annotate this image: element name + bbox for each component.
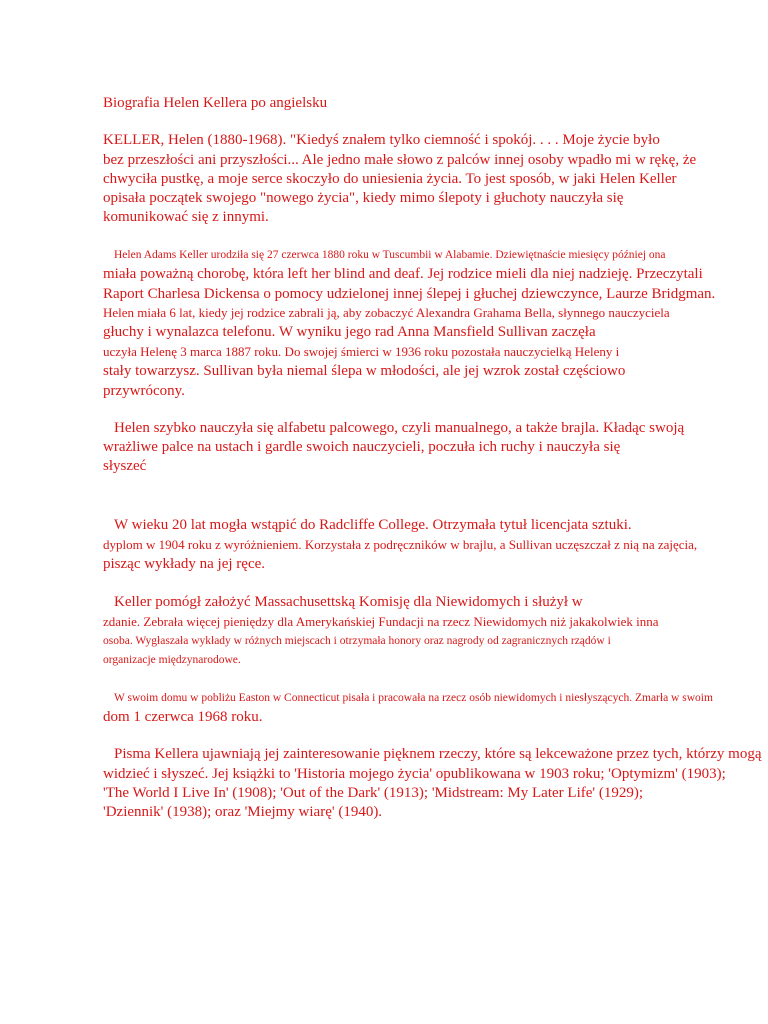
paragraph-2-line-1: Helen Adams Keller urodziła się 27 czerwca 1880 roku w Tuscumbii w Alabamie. Dziewiętnaście miesięcy później ona (114, 249, 666, 261)
paragraph-5-line-3: osoba. Wygłaszała wykłady w różnych miejscach i otrzymała honory oraz nagrody od zagranicznych rządów i (103, 635, 611, 647)
paragraph-7-line-2: widzieć i słyszeć. Jej książki to 'Historia mojego życia' opublikowana w 1903 roku; 'Optymizm' (1903); (103, 766, 726, 782)
document-title: Biografia Helen Kellera po angielsku (103, 95, 328, 111)
paragraph-1-line-5: komunikować się z innymi. (103, 209, 269, 225)
paragraph-1-line-4: opisała początek swojego "nowego życia", kiedy mimo ślepoty i głuchoty nauczyła się (103, 190, 624, 206)
paragraph-3-line-1: Helen szybko nauczyła się alfabetu palcowego, czyli manualnego, a także brajla. Kładąc swoją (114, 420, 685, 436)
paragraph-3-line-2: wrażliwe palce na ustach i gardle swoich nauczycieli, poczuła ich ruchy i nauczyła się (103, 439, 621, 455)
paragraph-2-line-4: Helen miała 6 lat, kiedy jej rodzice zabrali ją, aby zobaczyć Alexandra Grahama Bella, słynnego nauczyciela (103, 305, 670, 320)
paragraph-4-line-2: dyplom w 1904 roku z wyróżnieniem. Korzystała z podręczników w brajlu, a Sullivan uczęszczał z nią na zajęcia, (103, 537, 698, 552)
paragraph-1-line-3: chwyciła pustkę, a moje serce skoczyło do uniesienia życia. To jest sposób, w jaki Helen Keller (103, 171, 677, 187)
paragraph-5-line-4: organizacje międzynarodowe. (103, 654, 241, 666)
paragraph-7-line-3: 'The World I Live In' (1908); 'Out of the Dark' (1913); 'Midstream: My Later Life' (1929); (103, 785, 644, 801)
paragraph-5-line-2: zdanie. Zebrała więcej pieniędzy dla Amerykańskiej Fundacji na rzecz Niewidomych niż jakakolwiek inna (103, 614, 659, 629)
paragraph-3-line-3: słyszeć (103, 458, 147, 474)
paragraph-6-line-1: W swoim domu w pobliżu Easton w Connecticut pisała i pracowała na rzecz osób niewidomych i niesłyszących. Zmarła w swoim (114, 692, 713, 704)
paragraph-1-line-2: bez przeszłości ani przyszłości... Ale jedno małe słowo z palców innej osoby wpadło mi w rękę, że (103, 152, 697, 168)
paragraph-7-line-4: 'Dziennik' (1938); oraz 'Miejmy wiarę' (1940). (103, 804, 383, 820)
paragraph-6-line-2: dom 1 czerwca 1968 roku. (103, 709, 263, 725)
paragraph-2-line-7: stały towarzysz. Sullivan była niemal ślepa w młodości, ale jej wzrok został częściowo (103, 363, 626, 379)
paragraph-2-line-5: głuchy i wynalazca telefonu. W wyniku jego rad Anna Mansfield Sullivan zaczęła (103, 324, 596, 340)
paragraph-5-line-1: Keller pomógł założyć Massachusettską Komisję dla Niewidomych i służył w (114, 594, 583, 610)
paragraph-2-line-8: przywrócony. (103, 383, 185, 399)
paragraph-2-line-3: Raport Charlesa Dickensa o pomocy udzielonej innej ślepej i głuchej dziewczynce, Laurze Bridgman. (103, 286, 716, 302)
paragraph-4-line-1: W wieku 20 lat mogła wstąpić do Radcliffe College. Otrzymała tytuł licencjata sztuki. (114, 517, 632, 533)
paragraph-2-line-2: miała poważną chorobę, która left her blind and deaf. Jej rodzice mieli dla niej nadzieję. Przeczytali (103, 266, 703, 282)
paragraph-4-line-3: pisząc wykłady na jej ręce. (103, 556, 266, 572)
paragraph-1-line-1: KELLER, Helen (1880-1968). "Kiedyś znałem tylko ciemność i spokój. . . . Moje życie było (103, 132, 660, 148)
paragraph-7-line-1: Pisma Kellera ujawniają jej zainteresowanie pięknem rzeczy, które są lekceważone przez tych, którzy mogą (114, 746, 762, 762)
paragraph-2-line-6: uczyła Helenę 3 marca 1887 roku. Do swojej śmierci w 1936 roku pozostała nauczycielką Heleny i (103, 344, 620, 359)
